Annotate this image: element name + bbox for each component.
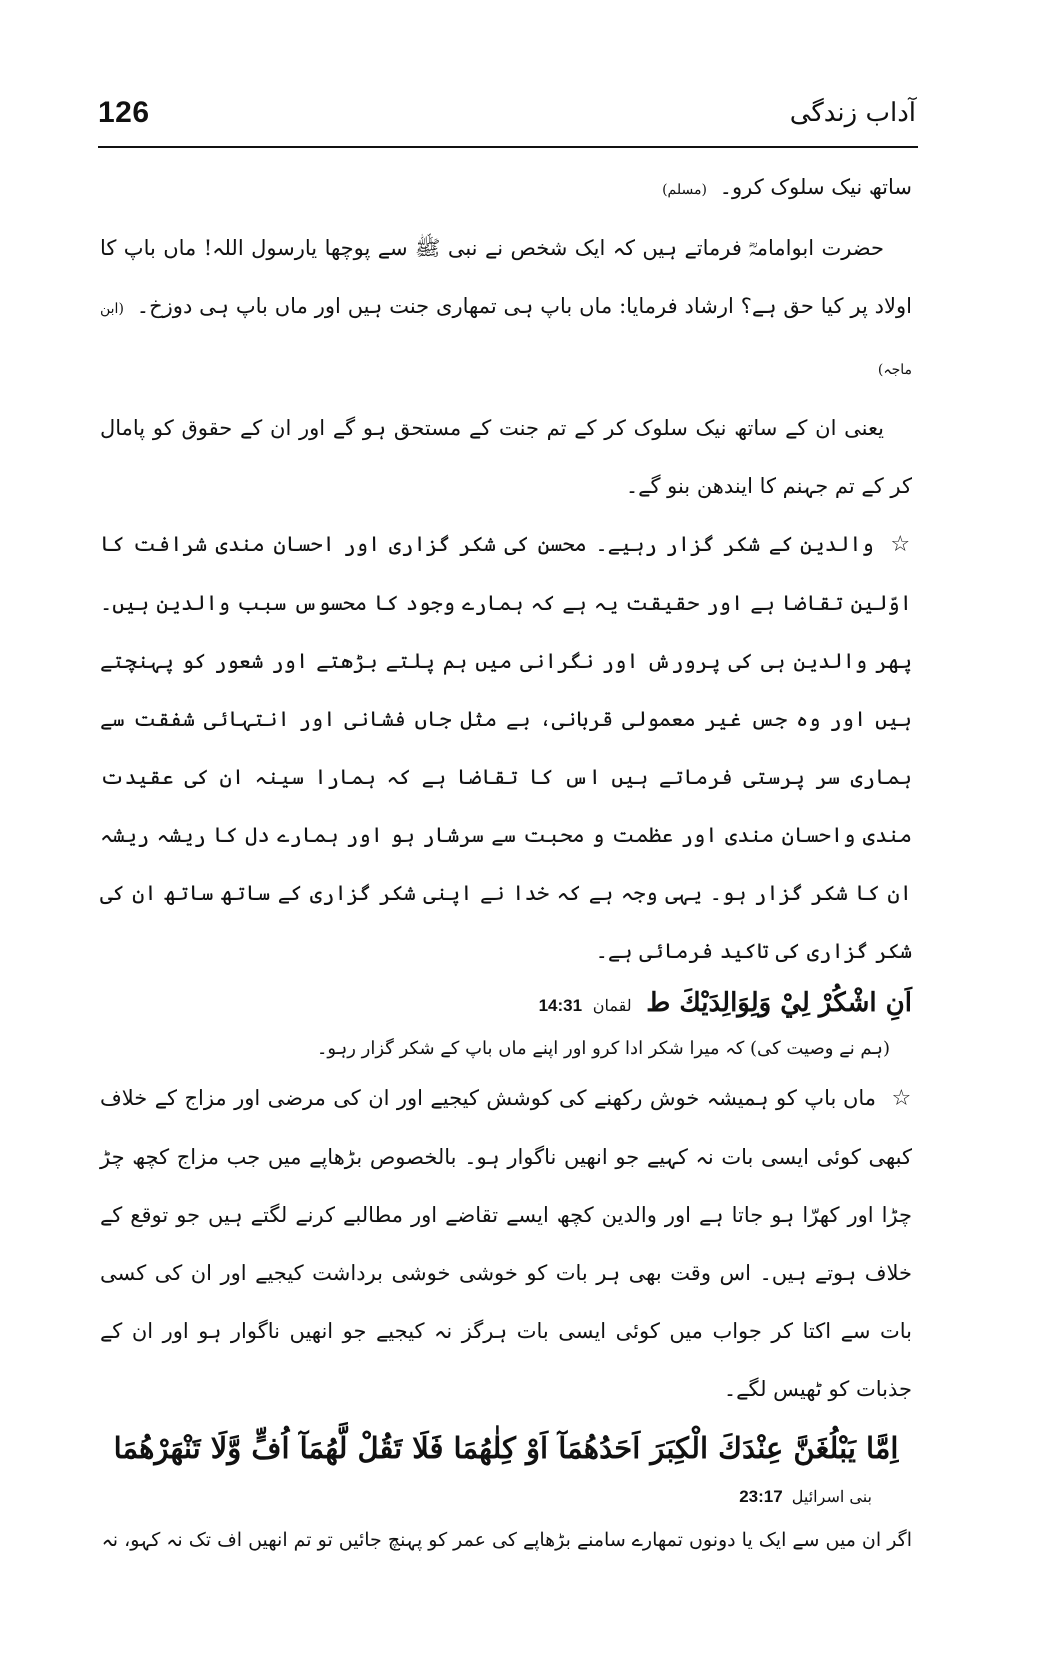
paragraph-4 <box>100 515 912 980</box>
paragraph-3: یعنی ان کے ساتھ نیک سلوک کر کے تم جنت کے مستحق ہو گے اور ان کے حقوق کو پامال کر کے تم جہنم کا ایندھن بنو گے۔ <box>100 416 912 498</box>
paragraph-5 <box>100 1069 912 1418</box>
page-body <box>100 158 912 1564</box>
paragraph-2-text: حضرت ابوامامہؓ فرماتے ہیں کہ ایک شخص نے نبی ﷺ سے پوچھا یارسول اللہ! ماں باپ کا اولاد پر کیا حق ہے؟ ارشاد فرمایا: ماں باپ ہی تمھاری جنت ہیں اور ماں باپ ہی دوزخ۔ <box>100 236 912 318</box>
paragraph-1 <box>100 158 912 219</box>
verse-luqman-arabic: اَنِ اشْكُرْ لِيْ وَلِوَالِدَيْكَ ط <box>646 988 912 1018</box>
paragraph-2 <box>100 219 912 399</box>
book-title: آداب زندگی <box>789 98 916 128</box>
star-icon: ☆ <box>890 532 912 557</box>
verse-bani-israel-ref-line <box>100 1478 912 1516</box>
page-number: 126 <box>98 96 150 129</box>
verse-luqman-ref: لقمان <box>592 996 632 1015</box>
star-icon: ☆ <box>891 1086 912 1111</box>
verse-bani-israel-ref-number: 23:17 <box>739 1487 783 1506</box>
verse-luqman-ref-number: 14:31 <box>538 996 583 1015</box>
paragraph-6: اگر ان میں سے ایک یا دونوں تمھارے سامنے بڑھاپے کی عمر کو پہنچ جائیں تو تم انھیں اف تک نہ کہو، نہ <box>101 1529 912 1551</box>
citation-ibn-majah: (ابن ماجہ) <box>100 301 912 378</box>
paragraph-5-text: ماں باپ کو ہمیشہ خوش رکھنے کی کوشش کیجیے اور ان کی مرضی اور مزاج کے خلاف کبھی کوئی ایسی بات نہ کہیے جو انھیں ناگوار ہو۔ بالخصوص بڑھاپے میں جب مزاج کچھ چڑ چڑا اور کھرّا ہو جاتا ہے اور والدین کچھ ایسے تقاضے اور مطالبے کرنے لگتے ہیں جو توقع کے خلاف ہوتے ہیں۔ اس وقت بھی ہر بات کو خوشی خوشی برداشت کیجیے اور ان کی کسی بات سے اکتا کر جواب میں کوئی ایسی بات ہرگز نہ کیجیے جو انھیں ناگوار ہو اور ان کے جذبات کو ٹھیس لگے۔ <box>100 1086 912 1401</box>
verse-luqman-translation: (ہم نے وصیت کی) کہ میرا شکر ادا کرو اور اپنے ماں باپ کے شکر گزار رہو۔ <box>316 1038 890 1059</box>
verse-bani-israel-arabic: اِمَّا يَبْلُغَنَّ عِنْدَكَ الْكِبَرَ اَحَدُهُمَآ اَوْ كِلٰهُمَا فَلَا تَقُلْ لَّهُمَآ اُفٍّ وَّلَا تَنْهَرْهُمَا <box>113 1431 899 1465</box>
paragraph-1-text: ساتھ نیک سلوک کرو۔ <box>719 175 912 199</box>
verse-luqman <box>100 980 912 1029</box>
paragraph-4-text: والدین کے شکر گزار رہیے۔ محسن کی شکر گزاری اور احسان مندی شرافت کا اوّلین تقاضا ہے اور حقیقت یہ ہے کہ ہمارے وجود کا محسوس سبب والدین ہیں۔ پھر والدین ہی کی پرورش اور نگرانی میں ہم پلتے بڑھتے اور شعور کو پہنچتے ہیں اور وہ جس غیر معمولی قربانی، بے مثل جاں فشانی اور انتہائی شفقت سے ہماری سر پرستی فرماتے ہیں اس کا تقاضا ہے کہ ہمارا سینہ ان کی عقیدت مندی واحسان مندی اور عظمت و محبت سے سرشار ہو اور ہمارے دل کا ریشہ ریشہ ان کا شکر گزار ہو۔ یہی وجہ ہے کہ خدا نے اپنی شکر گزاری کے ساتھ ساتھ ان کی شکر گزاری کی تاکید فرمائی ہے۔ <box>100 532 912 963</box>
header-divider <box>98 146 918 148</box>
citation-muslim: (مسلم) <box>662 182 707 198</box>
page-header <box>98 96 916 144</box>
verse-bani-israel-ref: بنی اسرائیل <box>791 1487 872 1506</box>
